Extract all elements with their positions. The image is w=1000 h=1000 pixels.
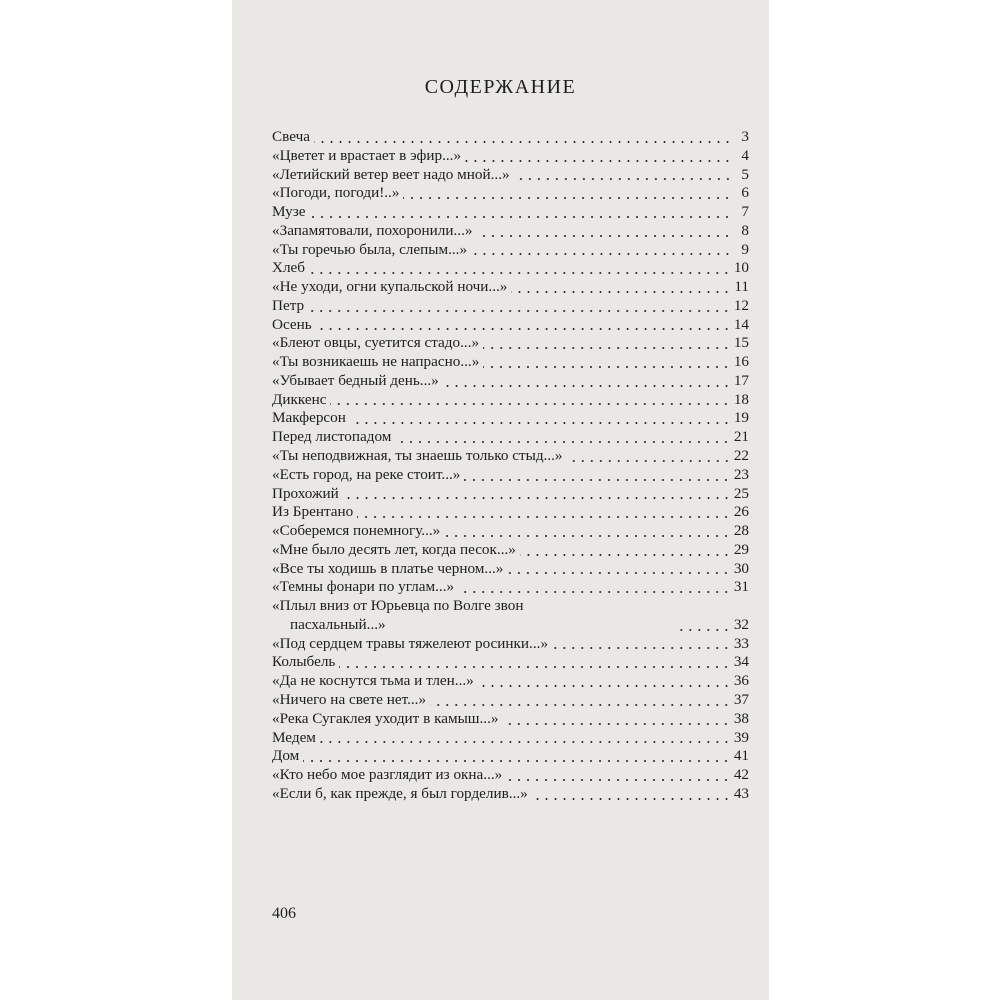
toc-entry-title: «Темны фонари по углам...»	[272, 578, 455, 596]
dot-leader	[506, 779, 731, 781]
toc-entry-title: «Не уходи, огни купальской ночи...»	[272, 278, 508, 296]
toc-entry-page: 12	[733, 296, 749, 314]
toc-entry-page: 31	[733, 578, 749, 596]
toc-entry-title: Перед листопадом	[272, 428, 392, 446]
dot-leader	[465, 160, 732, 162]
toc-entry-page: 8	[741, 221, 749, 239]
page-heading: СОДЕРЖАНИЕ	[424, 76, 577, 98]
dot-leader	[330, 403, 730, 405]
toc-entry-page: 25	[733, 484, 749, 502]
toc-entry-title: Осень	[272, 315, 312, 333]
toc-entry	[272, 466, 749, 485]
dot-leader	[676, 629, 731, 631]
dot-leader	[303, 760, 731, 762]
toc-entry-page: 6	[741, 184, 749, 202]
toc-entry	[272, 259, 749, 278]
toc-entry	[272, 147, 749, 166]
toc-entry-title: «Да не коснутся тьма и тлен...»	[272, 672, 474, 690]
dot-leader	[520, 554, 731, 556]
dot-leader	[483, 366, 730, 368]
toc-entry	[272, 128, 749, 147]
toc-entry-title	[272, 597, 672, 635]
toc-entry-page: 30	[733, 559, 749, 577]
toc-entry-title: «Ты возникаешь не напрасно...»	[272, 353, 480, 371]
toc-entry-title: Макферсон	[272, 409, 346, 427]
toc-entry-title: «Под сердцем травы тяжелеют росинки...»	[272, 634, 549, 652]
dot-leader	[350, 422, 731, 424]
toc-entry	[272, 503, 749, 522]
toc-entry-title: «Есть город, на реке стоит...»	[272, 465, 461, 483]
toc-entry-title: «Мне было десять лет, когда песок...»	[272, 540, 516, 558]
toc-entry-title: «Соберемся понемногу...»	[272, 522, 441, 540]
page-number: 406	[272, 905, 296, 922]
dot-leader	[309, 272, 731, 274]
toc-entry-page: 32	[733, 615, 749, 633]
toc-entry-title: «Цветет и врастает в эфир...»	[272, 146, 462, 164]
toc-entry-title: Колыбель	[272, 653, 336, 671]
dot-leader	[483, 347, 731, 349]
toc-entry-page: 17	[733, 371, 749, 389]
toc-entry	[272, 729, 749, 748]
dot-leader	[316, 328, 731, 330]
toc-entry-page: 29	[733, 540, 749, 558]
toc-entry-title-line: «Плыл вниз от Юрьевца по Волге звон	[272, 597, 524, 615]
toc-entry-page: 19	[733, 409, 749, 427]
toc-entry	[272, 334, 749, 353]
toc-entry-title: «Летийский ветер веет надо мной...»	[272, 165, 510, 183]
toc-entry-title: «Кто небо мое разглядит из окна...»	[272, 766, 503, 784]
dot-leader	[511, 291, 731, 293]
dot-leader	[403, 197, 732, 199]
book-page	[232, 0, 769, 1000]
dot-leader	[514, 178, 732, 180]
toc-entry	[272, 184, 749, 203]
dot-leader	[471, 253, 732, 255]
toc-entry-title: «Река Сугаклея уходит в камыш...»	[272, 709, 499, 727]
toc-entry	[272, 447, 749, 466]
toc-entry	[272, 747, 749, 766]
toc-entry-title: Свеча	[272, 127, 310, 145]
toc-entry-page: 7	[741, 203, 749, 221]
toc-entry	[272, 541, 749, 560]
toc-entry	[272, 391, 749, 410]
toc-entry-title-continuation: пасхальный...»	[290, 615, 386, 633]
toc-entry-page: 4	[741, 146, 749, 164]
dot-leader	[567, 460, 731, 462]
toc-entry	[272, 278, 749, 297]
dot-leader	[444, 535, 731, 537]
toc-entry-page: 39	[733, 728, 749, 746]
toc-entry-title: «Ничего на свете нет...»	[272, 690, 427, 708]
dot-leader	[357, 516, 731, 518]
dot-leader	[320, 741, 731, 743]
toc-entry	[272, 578, 749, 597]
toc-entry	[272, 428, 749, 447]
toc-entry	[272, 672, 749, 691]
toc-entry	[272, 785, 749, 804]
toc-entry-page: 15	[733, 334, 749, 352]
toc-entry	[272, 316, 749, 335]
toc-entry	[272, 710, 749, 729]
toc-entry-title: «Погоди, погоди!..»	[272, 184, 400, 202]
toc-entry	[272, 166, 749, 185]
toc-entry-page: 33	[733, 634, 749, 652]
toc-entry	[272, 409, 749, 428]
toc-entry	[272, 297, 749, 316]
toc-entry	[272, 597, 749, 635]
dot-leader	[476, 235, 732, 237]
dot-leader	[443, 385, 731, 387]
toc-entry	[272, 203, 749, 222]
toc-entry	[272, 485, 749, 504]
toc-entry-page: 16	[733, 353, 749, 371]
toc-entry	[272, 766, 749, 785]
toc-entry-page: 42	[733, 766, 749, 784]
toc-entry	[272, 653, 749, 672]
dot-leader	[552, 647, 731, 649]
dot-leader	[502, 723, 730, 725]
dot-leader	[314, 141, 732, 143]
toc-entry	[272, 522, 749, 541]
toc-entry-title: Дом	[272, 747, 300, 765]
toc-entry-title: «Блеют овцы, суетится стадо...»	[272, 334, 480, 352]
toc-entry-title: Диккенс	[272, 390, 327, 408]
toc-entry	[272, 635, 749, 654]
toc-entry-page: 37	[733, 690, 749, 708]
toc-entry-page: 34	[733, 653, 749, 671]
toc-entry-title: Хлеб	[272, 259, 306, 277]
toc-entry-page: 43	[733, 784, 749, 802]
dot-leader	[395, 441, 730, 443]
dot-leader	[339, 666, 730, 668]
toc-entry	[272, 222, 749, 241]
dot-leader	[430, 704, 731, 706]
toc-entry-title: Из Брентано	[272, 503, 354, 521]
toc-entry-title: Музе	[272, 203, 306, 221]
dot-leader	[458, 591, 731, 593]
toc-entry-title: «Запамятовали, похоронили...»	[272, 221, 473, 239]
toc-entry	[272, 560, 749, 579]
toc-entry-title: «Ты горечью была, слепым...»	[272, 240, 468, 258]
toc-entry-title: «Ты неподвижная, ты знаешь только стыд...»	[272, 447, 563, 464]
toc-entry	[272, 691, 749, 710]
toc-entry-title: Петр	[272, 296, 305, 314]
toc-entry-page: 3	[741, 127, 749, 145]
toc-entry-page: 38	[733, 709, 749, 727]
dot-leader	[532, 798, 731, 800]
toc-entry	[272, 353, 749, 372]
toc-entry-page: 18	[733, 390, 749, 408]
table-of-contents	[272, 128, 749, 804]
toc-entry-page: 21	[733, 428, 749, 446]
dot-leader	[343, 497, 731, 499]
toc-entry-title: «Убывает бедный день...»	[272, 371, 439, 389]
toc-entry-title: Медем	[272, 728, 316, 746]
dot-leader	[309, 216, 732, 218]
dot-leader	[464, 479, 730, 481]
toc-entry-page: 9	[741, 240, 749, 258]
toc-entry-page: 41	[733, 747, 749, 765]
toc-entry-page: 14	[733, 315, 749, 333]
toc-entry	[272, 241, 749, 260]
toc-entry-page: 26	[733, 503, 749, 521]
toc-entry-page: 36	[733, 672, 749, 690]
toc-entry-page: 10	[733, 259, 749, 277]
dot-leader	[308, 310, 731, 312]
toc-entry-title: «Если б, как прежде, я был горделив...»	[272, 784, 528, 802]
toc-entry-title: Прохожий	[272, 484, 339, 502]
toc-entry-page: 23	[733, 465, 749, 483]
toc-entry-page: 22	[733, 447, 749, 464]
toc-entry	[272, 372, 749, 391]
dot-leader	[507, 572, 730, 574]
toc-entry-page: 5	[741, 165, 749, 183]
toc-entry-title: «Все ты ходишь в платье черном...»	[272, 559, 504, 577]
toc-entry-page: 11	[734, 278, 749, 296]
dot-leader	[478, 685, 731, 687]
toc-entry-page: 28	[733, 522, 749, 540]
